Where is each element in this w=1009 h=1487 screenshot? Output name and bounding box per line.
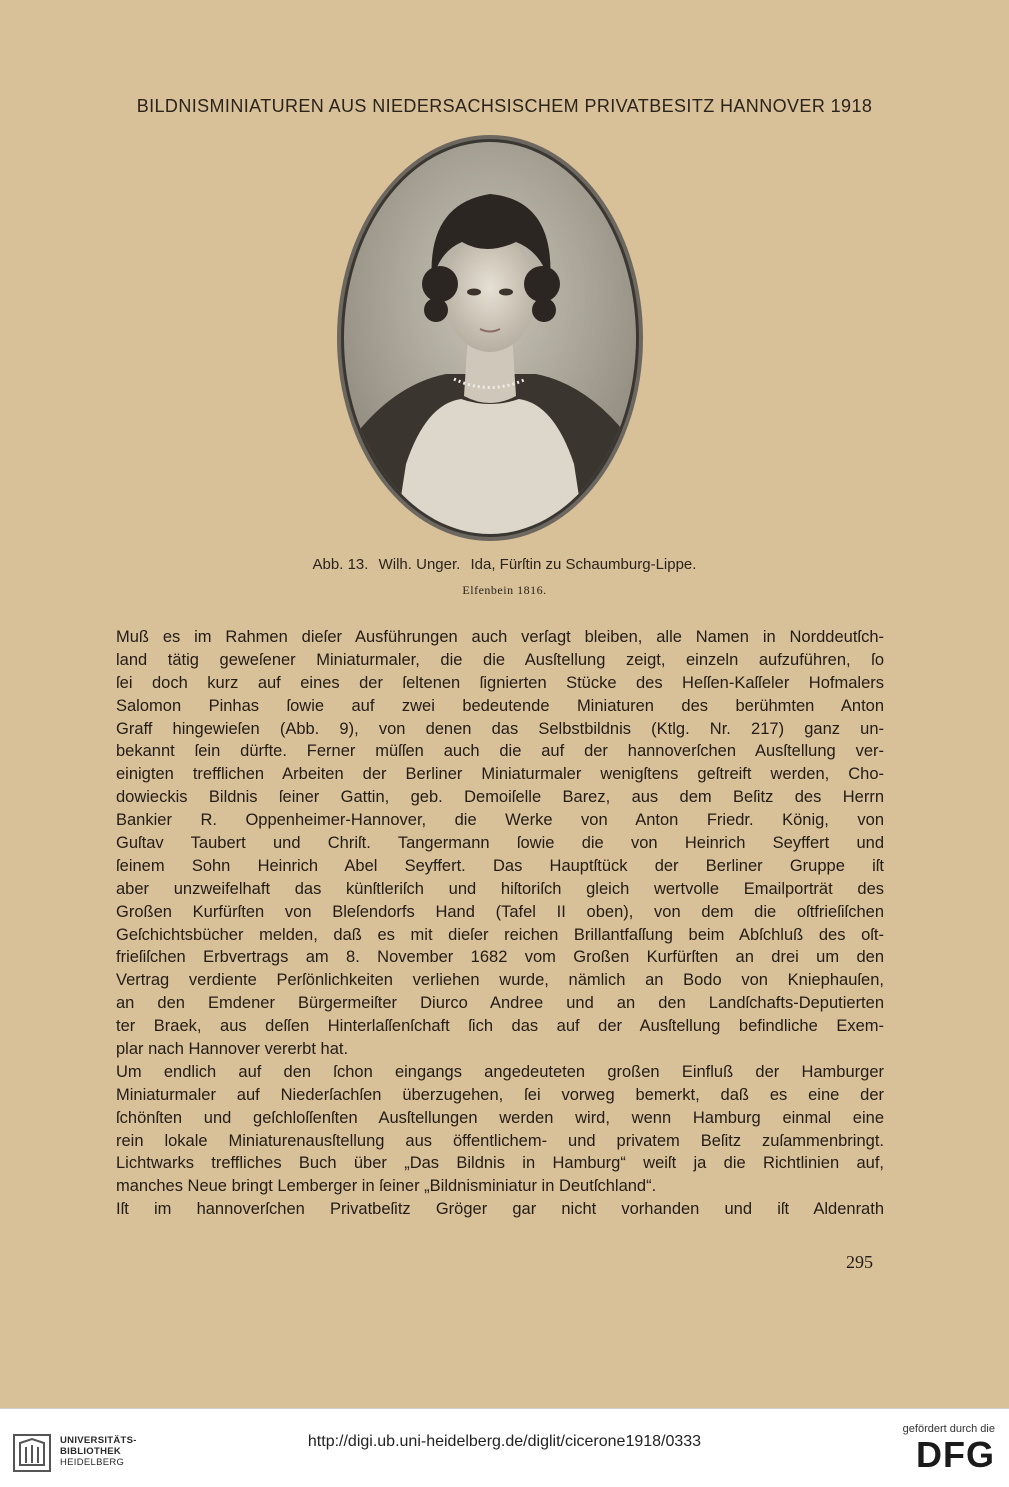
face <box>444 236 536 352</box>
library-name-line: HEIDELBERG <box>60 1457 125 1468</box>
text-line: Graff hingewieſen (Abb. 9), von denen das Selbstbildnis (Ktlg. Nr. 217) ganz un- <box>116 719 884 738</box>
permalink-url[interactable]: http://digi.ub.uni-heidelberg.de/diglit/cicerone1918/0333 <box>307 1433 702 1450</box>
funding-credit[interactable] <box>885 1423 995 1475</box>
text-line: Salomon Pinhas ſowie auf zwei bedeutende Miniaturen des berühmten Anton <box>116 696 884 715</box>
text-line: Geſchichtsbücher melden, daß es mit dieſer reichen Brillantfaſſung beim Abſchluß des oſt- <box>116 925 884 944</box>
page-number: 295 <box>846 1252 873 1272</box>
text-line: Um endlich auf den ſchon eingangs angedeuteten großen Einfluß der Hamburger <box>116 1062 884 1081</box>
text-line: manches Neue bringt Lemberger in ſeiner „Bildnisminiatur in Deutſchland“. <box>116 1177 657 1196</box>
text-line: dowieckis Bildnis ſeiner Gattin, geb. Demoiſelle Barez, aus dem Beſitz des Herrn <box>116 788 884 807</box>
library-name-line: UNIVERSITÄTS- <box>60 1435 137 1446</box>
text-line: Muß es im Rahmen dieſer Ausführungen auch verſagt bleiben, alle Namen in Norddeutſch- <box>116 628 884 646</box>
running-title: BILDNISMINIATUREN AUS NIEDERSACHSISCHEM PRIVATBESITZ HANNOVER 1918 <box>136 96 873 116</box>
library-name-line: BIBLIOTHEK <box>60 1446 122 1457</box>
funding-label: gefördert durch die <box>902 1423 995 1435</box>
figure-artist: Wilh. Unger. <box>378 556 461 573</box>
text-line: Guſtav Taubert und Chriſt. Tangermann ſowie die von Heinrich Seyffert und <box>116 834 884 853</box>
text-line: Lichtwarks treffliches Buch über „Das Bildnis in Hamburg“ weiſt ja die Richtlinien auf, <box>116 1154 884 1173</box>
text-line: rein lokale Miniaturenausſtellung aus öffentlichem- und privatem Beſitz zuſammenbringt. <box>116 1131 884 1150</box>
text-line: einigten trefflichen Arbeiten der Berliner Miniaturmaler wenigſtens geſtreift werden, Cho- <box>116 765 884 784</box>
figure-label: Abb. 13. <box>312 556 369 573</box>
text-line: Großen Kurfürſten von Bleſendorfs Hand (Tafel II oben), von dem die oſtfrieſiſchen <box>116 902 884 921</box>
text-line: ſeinem Sohn Heinrich Abel Seyffert. Das Hauptſtück der Berliner Gruppe iſt <box>116 856 884 875</box>
text-line: an den Emdener Bürgermeiſter Diurco Andree und an den Landſchafts-Deputierten <box>116 994 884 1013</box>
portrait-miniature <box>336 134 644 542</box>
figure-title: Ida, Fürſtin zu Schaumburg-Lippe. <box>470 556 697 573</box>
text-line: ſei doch kurz auf eines der ſeltenen ſignierten Stücke des Heſſen-Kaſſeler Hofmalers <box>116 673 884 692</box>
figure-material: Elfenbein 1816. <box>462 583 547 597</box>
text-line: Vertrag verdiente Perſönlichkeiten verliehen wurde, nämlich an Bodo von Kniephauſen, <box>116 971 884 990</box>
text-line: bekannt ſein dürfte. Ferner müſſen auch die auf der hannoverſchen Ausſtellung ver- <box>116 742 884 761</box>
text-line: land tätig geweſener Miniaturmaler, die die Ausſtellung zeigt, einzeln aufzuführen, ſo <box>116 650 884 669</box>
text-line: Iſt im hannoverſchen Privatbeſitz Gröger gar nicht vorhanden und iſt Aldenrath <box>116 1200 884 1219</box>
body-text <box>116 626 884 1221</box>
dfg-logo: DFG <box>916 1434 995 1475</box>
text-line: plar nach Hannover vererbt hat. <box>116 1040 349 1059</box>
text-line: Miniaturmaler auf Niederſachſen überzugehen, ſei vorweg bemerkt, daß es eine der <box>116 1085 884 1104</box>
text-line: aber unzweifelhaft das künſtleriſch und hiſtoriſch gleich wertvolle Emailporträt des <box>116 879 884 898</box>
text-line: ter Braek, aus deſſen Hinterlaſſenſchaft ſich das auf der Ausſtellung befindliche Exem- <box>116 1017 884 1036</box>
figure-caption <box>0 556 1009 573</box>
viewer-footer <box>0 1408 1009 1487</box>
text-line: ſchönſten und geſchloſſenſten Ausſtellungen werden wird, wenn Hamburg einmal eine <box>116 1108 884 1127</box>
text-line: Bankier R. Oppenheimer-Hannover, die Werke von Anton Friedr. König, von <box>116 811 884 830</box>
text-line: frieſiſchen Erbvertrags am 8. November 1682 vom Großen Kurfürſten an drei um den <box>116 948 884 967</box>
